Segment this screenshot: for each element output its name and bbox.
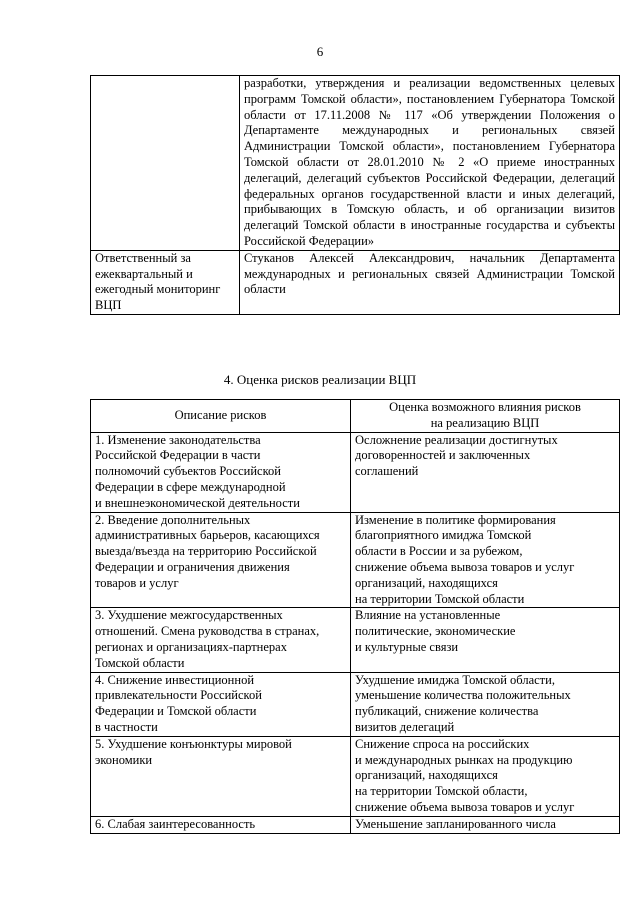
passport-label-cell xyxy=(91,76,240,251)
impact-cell: Осложнение реализации достигнутых договоренностей и заключенных соглашений xyxy=(351,432,620,512)
page-number: 6 xyxy=(316,44,324,59)
impact-cell: Снижение спроса на российских и международных рынках на продукцию организаций, находящихся на территории Томской области, снижение объема вывоза товаров и услуг xyxy=(351,736,620,816)
passport-table xyxy=(90,75,620,315)
impact-cell: Влияние на установленные политические, экономические и культурные связи xyxy=(351,608,620,672)
table-row xyxy=(91,432,620,512)
table-row xyxy=(91,250,620,314)
table-row xyxy=(91,736,620,816)
table-header-row xyxy=(91,400,620,433)
risk-cell: 3. Ухудшение межгосударственных отношений. Смена руководства в странах, регионах и организациях-партнерах Томской области xyxy=(91,608,351,672)
risk-cell: 6. Слабая заинтересованность xyxy=(91,816,351,833)
passport-value-cell: Стуканов Алексей Александрович, начальник Департамента международных и региональных связей Администрации Томской области xyxy=(240,250,620,314)
risk-cell: 5. Ухудшение конъюнктуры мировой экономики xyxy=(91,736,351,816)
passport-label-cell: Ответственный за ежеквартальный и ежегодный мониторинг ВЦП xyxy=(91,250,240,314)
risk-cell: 1. Изменение законодательства Российской Федерации в части полномочий субъектов Российской Федерации в сфере международной и внешнеэкономической деятельности xyxy=(91,432,351,512)
table-row xyxy=(91,816,620,833)
table-row xyxy=(91,672,620,736)
section-title: 4. Оценка рисков реализации ВЦП xyxy=(223,372,417,387)
table-row xyxy=(91,608,620,672)
risk-cell: 2. Введение дополнительных административных барьеров, касающихся выезда/въезда на территорию Российской Федерации и ограничения движения товаров и услуг xyxy=(91,512,351,608)
column-header-impact: Оценка возможного влияния рисков на реализацию ВЦП xyxy=(351,400,620,433)
impact-cell: Изменение в политике формирования благоприятного имиджа Томской области в России и за рубежом, снижение объема вывоза товаров и услуг организаций, находящихся на территории Томской области xyxy=(351,512,620,608)
column-header-risks: Описание рисков xyxy=(91,400,351,433)
risk-table xyxy=(90,399,620,834)
risk-cell: 4. Снижение инвестиционной привлекательности Российской Федерации и Томской области в частности xyxy=(91,672,351,736)
impact-cell: Ухудшение имиджа Томской области, уменьшение количества положительных публикаций, снижение количества визитов делегаций xyxy=(351,672,620,736)
impact-cell: Уменьшение запланированного числа xyxy=(351,816,620,833)
table-row xyxy=(91,512,620,608)
table-row xyxy=(91,76,620,251)
passport-value-cell: разработки, утверждения и реализации ведомственных целевых программ Томской области», постановлением Губернатора Томской области от 17.11.2008 № 117 «Об утверждении Положения о Департаменте международных и региональных связей Администрации Томской области», постановлением Губернатора Томской области от 28.01.2010 № 2 «О приеме иностранных делегаций, делегаций субъектов Российской Федерации, делегаций федеральных органов государственной власти и иных делегаций, прибывающих в Томскую область, и об организации визитов делегаций Томской области в иностранные государства и субъекты Российской Федерации» xyxy=(240,76,620,251)
